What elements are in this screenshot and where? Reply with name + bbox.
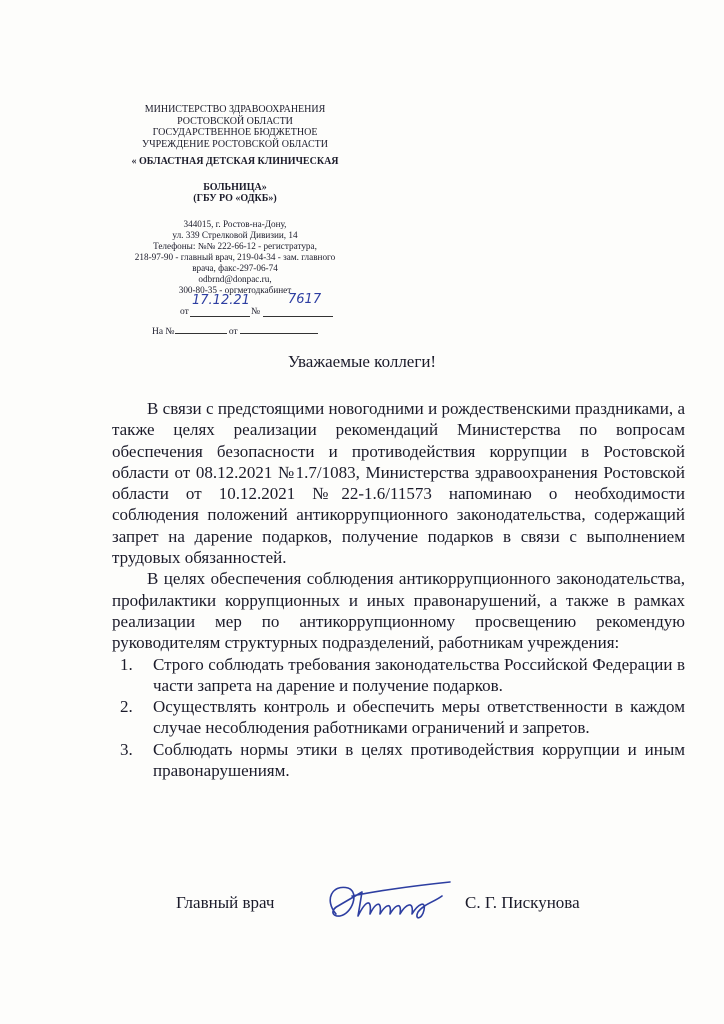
address-line-1: 344015, г. Ростов-на-Дону, [183, 218, 287, 229]
recommendations-list [112, 654, 685, 782]
list-number: 2. [120, 697, 133, 717]
date-prefix: от [180, 306, 189, 317]
list-item-text: Соблюдать нормы этики в целях противодействия коррупции и иным правонарушениям. [153, 739, 685, 781]
list-number: 3. [120, 739, 133, 759]
paragraph-2: В целях обеспечения соблюдения антикоррупционного законодательства, профилактики коррупционных и иных правонарушений, а также в рамках реализации мер по антикоррупционному просвещению рекомендую руководителям структурных подразделений, работникам учреждения: [112, 569, 685, 653]
phone-line-4: 300-80-35 - оргметодкабинет [178, 284, 292, 295]
institution-line-2: УЧРЕЖДЕНИЕ РОСТОВСКОЙ ОБЛАСТИ [141, 138, 328, 150]
handwritten-date: 17.12.21 [192, 292, 250, 308]
phone-line-1: Телефоны: №№ 222-66-12 - регистратура, [153, 240, 317, 251]
signer-position: Главный врач [176, 893, 275, 912]
list-item [112, 696, 685, 739]
paragraph-1: В связи с предстоящими новогодними и рождественскими праздниками, а также целях реализации рекомендаций Министерства по вопросам обеспечения безопасности и противодействия коррупции в Ростовской области от 08.12.2021 №1.7/1083, Министерства здравоохранения Ростовской области от 10.12.2021 №22-1.6/11573 напоминаю о необходимости соблюдения положений антикоррупционного законодательства, содержащий запрет на дарение подарков, получение подарков в связи с выполнением трудовых обязанностей. [112, 399, 685, 568]
institution-line-1: ГОСУДАРСТВЕННОЕ БЮДЖЕТНОЕ [152, 127, 318, 138]
list-item [112, 739, 685, 782]
ministry-line-1: МИНИСТЕРСТВО ЗДРАВООХРАНЕНИЯ [144, 104, 326, 115]
letter-body [112, 398, 685, 781]
handwritten-number: 7617 [288, 291, 322, 307]
list-item-text: Строго соблюдать требования законодательства Российской Федерации в части запрета на дарение и получение подарков. [153, 654, 685, 695]
phone-line-3: врача, факс-297-06-74 [192, 262, 278, 273]
reference-line [120, 324, 350, 339]
email-line: odbrnd@donpac.ru, [198, 273, 272, 284]
list-item [112, 654, 685, 697]
hospital-name-line-2: БОЛЬНИЦА» [203, 181, 267, 193]
hospital-name-line-1: « ОБЛАСТНАЯ ДЕТСКАЯ КЛИНИЧЕСКАЯ [131, 156, 339, 167]
reference-prefix: На № [151, 326, 175, 337]
letterhead [120, 104, 350, 338]
address-line-2: ул. 339 Стрелковой Дивизии, 14 [172, 229, 298, 240]
ministry-line-2: РОСТОВСКОЙ ОБЛАСТИ [177, 115, 293, 127]
handwritten-signature [322, 870, 462, 930]
phone-line-2: 218-97-90 - главный врач, 219-04-34 - зам. главного [134, 251, 336, 262]
signer-name: С. Г. Пискунова [465, 893, 580, 912]
list-item-text: Осуществлять контроль и обеспечить меры ответственности в каждом случае несоблюдения работниками ограничений и запретов. [153, 697, 685, 738]
list-number: 1. [120, 654, 133, 674]
greeting: Уважаемые коллеги! [287, 352, 437, 371]
number-prefix: № [251, 306, 261, 317]
reference-from: от [228, 326, 238, 337]
hospital-abbrev: (ГБУ РО «ОДКБ») [193, 193, 277, 204]
outgoing-date-number [120, 291, 350, 320]
